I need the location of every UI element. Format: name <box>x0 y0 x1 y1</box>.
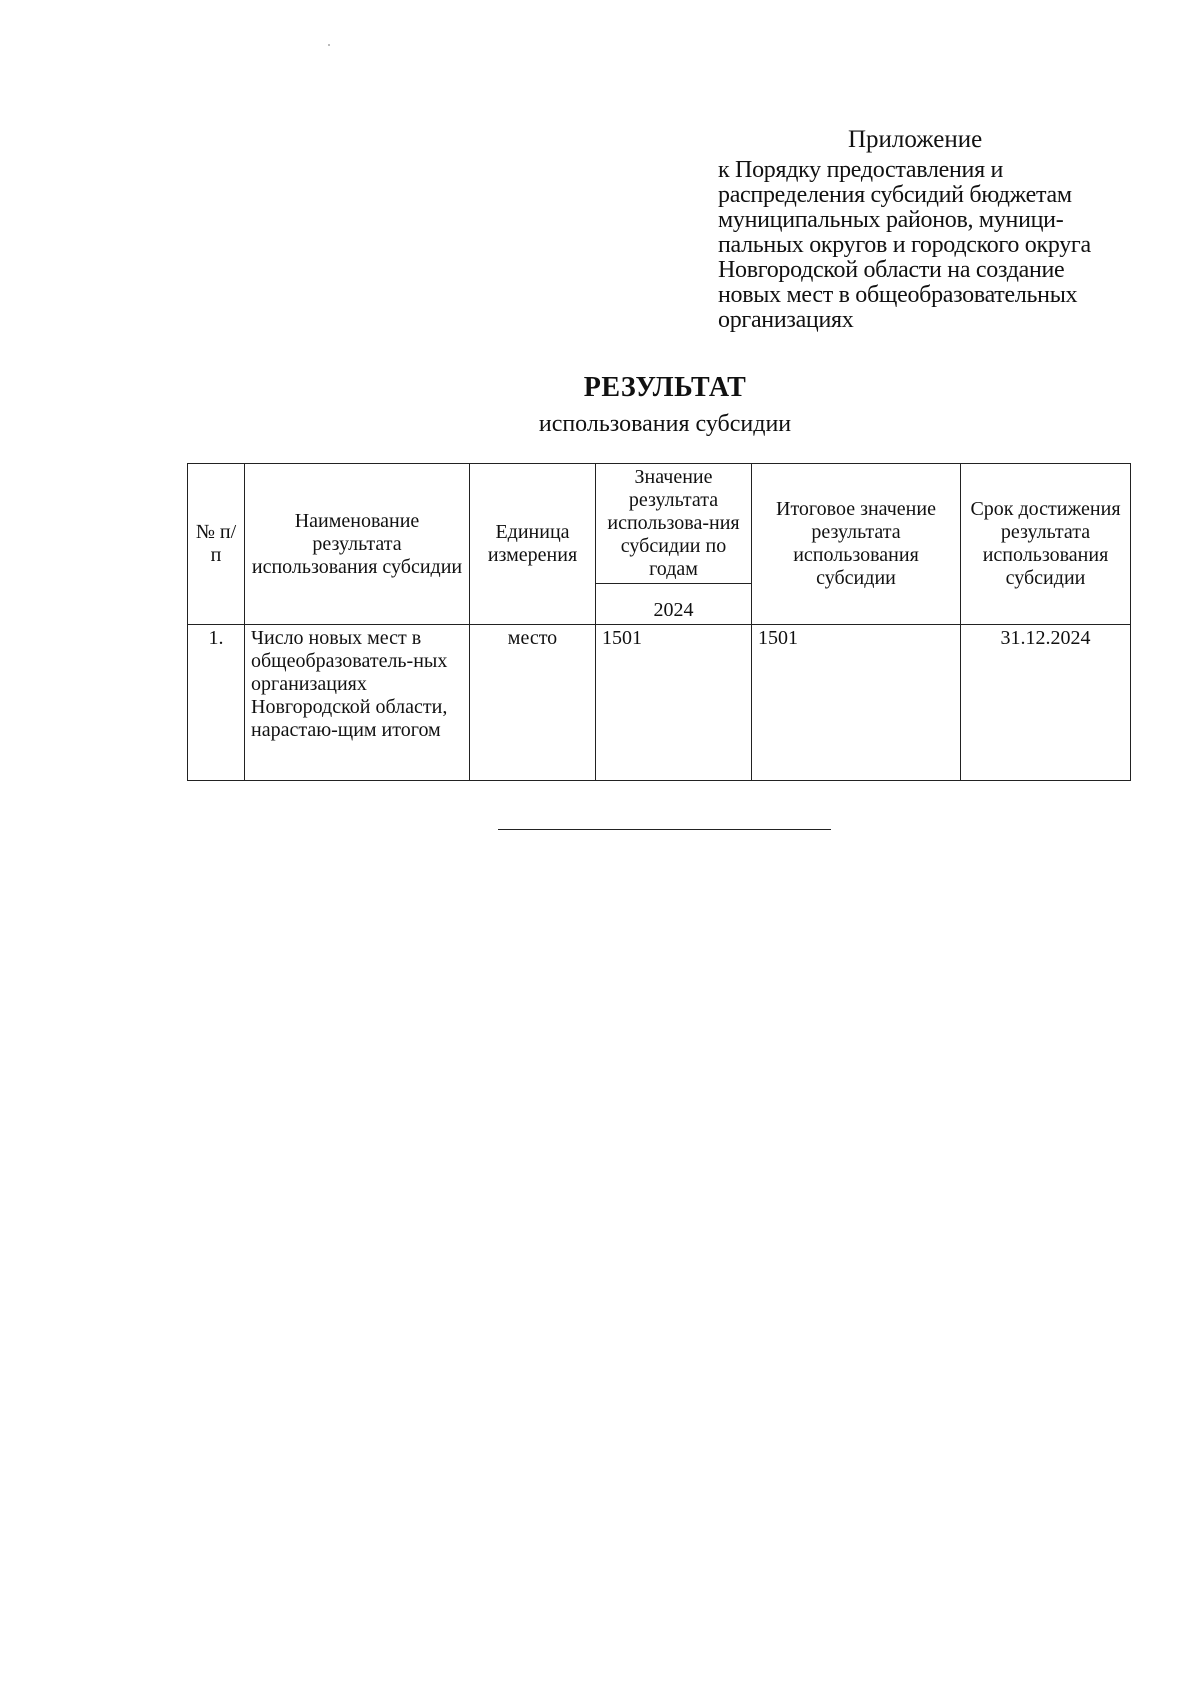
table-header-row <box>188 464 1131 584</box>
header-year: 2024 <box>596 584 752 625</box>
header-num: № п/п <box>188 464 245 625</box>
appendix-reference <box>718 158 1138 333</box>
appendix-line: муниципальных районов, муници- <box>718 207 1064 233</box>
header-unit: Единица измерения <box>470 464 596 625</box>
scan-speck <box>328 44 330 46</box>
appendix-header <box>718 126 1138 333</box>
appendix-line: Новгородской области на создание <box>718 257 1065 283</box>
cell-value-2024: 1501 <box>596 625 752 781</box>
appendix-line: пальных округов и городского округа <box>718 232 1091 258</box>
appendix-line: распределения субсидий бюджетам <box>718 182 1072 208</box>
appendix-line: к Порядку предоставления и <box>718 157 1004 183</box>
cell-deadline: 31.12.2024 <box>961 625 1131 781</box>
document-title: РЕЗУЛЬТАТ <box>583 372 747 403</box>
cell-name: Число новых мест в общеобразователь-ных организациях Новгородской области, нарастаю-щим итогом <box>245 625 470 781</box>
header-total: Итоговое значение результата использования субсидии <box>752 464 961 625</box>
header-value-by-years: Значение результата использова-ния субсидии по годам <box>596 464 752 584</box>
document-subtitle: использования субсидии <box>538 411 792 437</box>
cell-total: 1501 <box>752 625 961 781</box>
appendix-title: Приложение <box>848 126 983 153</box>
table-row <box>188 625 1131 781</box>
appendix-line: новых мест в общеобразовательных <box>718 282 1078 308</box>
cell-num: 1. <box>188 625 245 781</box>
cell-unit: место <box>470 625 596 781</box>
header-name: Наименование результата использования субсидии <box>245 464 470 625</box>
header-deadline: Срок достижения результата использования субсидии <box>961 464 1131 625</box>
end-separator-line <box>498 829 831 830</box>
result-table <box>187 463 1131 781</box>
appendix-line: организациях <box>718 307 854 333</box>
